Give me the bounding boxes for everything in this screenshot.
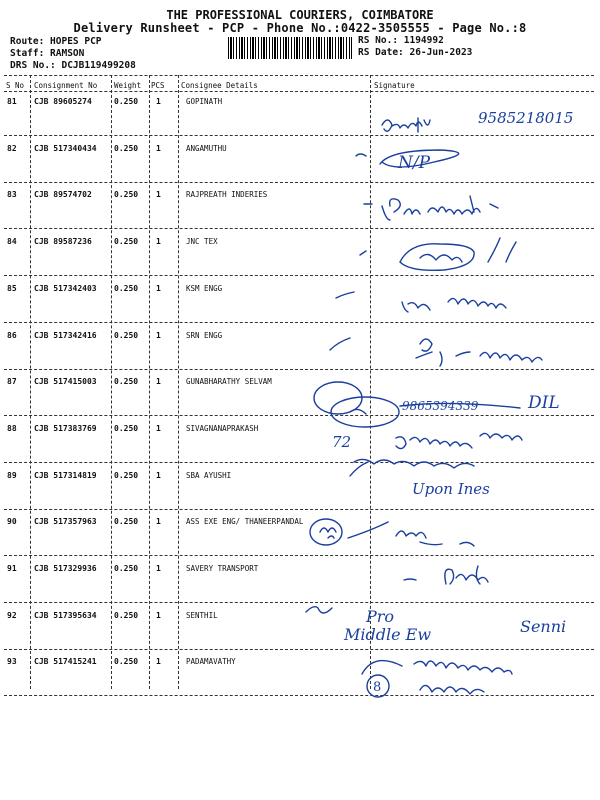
row-weight: 0.250	[114, 190, 139, 199]
drs-number: DRS No.: DCJB119499208	[10, 60, 136, 71]
column-header-pcs: PCS	[151, 81, 165, 90]
handwritten-dil-87: DIL	[528, 393, 560, 413]
row-consignee: ANGAMUTHU	[186, 144, 227, 153]
signature-stroke	[330, 338, 542, 366]
row-weight: 0.250	[114, 237, 139, 246]
row-pcs: 1	[156, 377, 161, 386]
row-sno: 88	[7, 424, 17, 433]
row-weight: 0.250	[114, 611, 139, 620]
row-pcs: 1	[156, 424, 161, 433]
column-header-weight: Weight	[114, 81, 142, 90]
row-consignee: GOPINATH	[186, 97, 223, 106]
row-consignment-no: CJB 517383769	[34, 424, 97, 433]
row-sno: 85	[7, 284, 17, 293]
row-pcs: 1	[156, 331, 161, 340]
row-pcs: 1	[156, 657, 161, 666]
row-consignee: SBA AYUSHI	[186, 471, 232, 480]
row-sno: 84	[7, 237, 17, 246]
row-consignee: SRN ENGG	[186, 331, 223, 340]
row-sno: 90	[7, 517, 17, 526]
column-header-consignee: Consignee Details	[181, 81, 258, 90]
signature-stroke	[331, 397, 399, 427]
signature-stroke	[364, 196, 498, 220]
row-sno: 81	[7, 97, 17, 106]
row-weight: 0.250	[114, 284, 139, 293]
signature-stroke	[306, 607, 332, 613]
staff-label: Staff: RAMSON	[10, 48, 85, 59]
handwritten-circle-93: 8	[373, 680, 382, 695]
signature-stroke	[336, 292, 506, 312]
signature-stroke	[354, 433, 522, 468]
row-weight: 0.250	[114, 657, 139, 666]
handwritten-np-82: N/P	[398, 153, 431, 173]
row-pcs: 1	[156, 190, 161, 199]
handwritten-text-89: Upon Ines	[412, 480, 490, 498]
row-sno: 89	[7, 471, 17, 480]
row-consignment-no: CJB 517357963	[34, 517, 97, 526]
handwritten-phone-87: 9865394339	[402, 399, 479, 413]
row-consignee: ASS EXE ENG/ THANEERPANDAL	[186, 517, 304, 526]
row-weight: 0.250	[114, 144, 139, 153]
row-weight: 0.250	[114, 517, 139, 526]
row-weight: 0.250	[114, 564, 139, 573]
signature-stroke	[382, 118, 430, 132]
row-sno: 92	[7, 611, 17, 620]
row-weight: 0.250	[114, 377, 139, 386]
handwritten-middle-92: Middle Ew	[344, 625, 432, 644]
row-consignment-no: CJB 89587236	[34, 237, 92, 246]
row-pcs: 1	[156, 564, 161, 573]
signature-stroke	[404, 566, 488, 584]
row-consignee: SIVAGNANAPRAKASH	[186, 424, 259, 433]
row-consignment-no: CJB 517342403	[34, 284, 97, 293]
row-sno: 86	[7, 331, 17, 340]
route-label: Route: HOPES PCP	[10, 36, 102, 47]
row-sno: 93	[7, 657, 17, 666]
row-sno: 91	[7, 564, 17, 573]
row-consignee: SAVERY TRANSPORT	[186, 564, 259, 573]
company-title: THE PROFESSIONAL COURIERS, COIMBATORE	[166, 8, 434, 22]
row-consignee: SENTHIL	[186, 611, 218, 620]
row-weight: 0.250	[114, 471, 139, 480]
row-consignee: JNC TEX	[186, 237, 218, 246]
row-consignment-no: CJB 517395634	[34, 611, 97, 620]
signature-stroke	[310, 519, 342, 545]
row-weight: 0.250	[114, 97, 139, 106]
signature-stroke	[360, 238, 516, 270]
row-pcs: 1	[156, 237, 161, 246]
row-pcs: 1	[156, 517, 161, 526]
row-consignee: RAJPREATH INDERIES	[186, 190, 268, 199]
row-consignment-no: CJB 89574702	[34, 190, 92, 199]
row-pcs: 1	[156, 284, 161, 293]
row-consignee: PADAMAVATHY	[186, 657, 236, 666]
row-consignee: KSM ENGG	[186, 284, 223, 293]
handwritten-pro-92: Pro	[366, 607, 395, 626]
column-header-signature: Signature	[374, 81, 415, 90]
row-weight: 0.250	[114, 331, 139, 340]
row-consignment-no: CJB 517314819	[34, 471, 97, 480]
row-consignment-no: CJB 517415241	[34, 657, 97, 666]
row-consignment-no: CJB 517342416	[34, 331, 97, 340]
row-consignment-no: CJB 517415003	[34, 377, 97, 386]
handwritten-phone-81: 9585218015	[478, 109, 574, 127]
row-weight: 0.250	[114, 424, 139, 433]
row-sno: 82	[7, 144, 17, 153]
handwritten-mark-88: 72	[332, 433, 352, 451]
row-consignment-no: CJB 517329936	[34, 564, 97, 573]
row-pcs: 1	[156, 611, 161, 620]
row-sno: 83	[7, 190, 17, 199]
row-sno: 87	[7, 377, 17, 386]
rs-number: RS No.: 1194992	[358, 35, 444, 46]
row-consignment-no: CJB 517340434	[34, 144, 97, 153]
rs-date: RS Date: 26-Jun-2023	[358, 47, 473, 58]
handwritten-name-92: Senni	[520, 617, 567, 636]
column-header-sno: S No	[6, 81, 25, 90]
row-pcs: 1	[156, 144, 161, 153]
signature-stroke	[320, 522, 474, 546]
row-pcs: 1	[156, 471, 161, 480]
row-consignee: GUNABHARATHY SELVAM	[186, 377, 272, 386]
row-pcs: 1	[156, 97, 161, 106]
runsheet-title: Delivery Runsheet - PCP - Phone No.:0422-3505555 - Page No.:8	[73, 21, 527, 35]
signature-stroke	[350, 462, 368, 476]
column-header-consignment: Consignment No	[34, 81, 98, 90]
row-consignment-no: CJB 89605274	[34, 97, 92, 106]
